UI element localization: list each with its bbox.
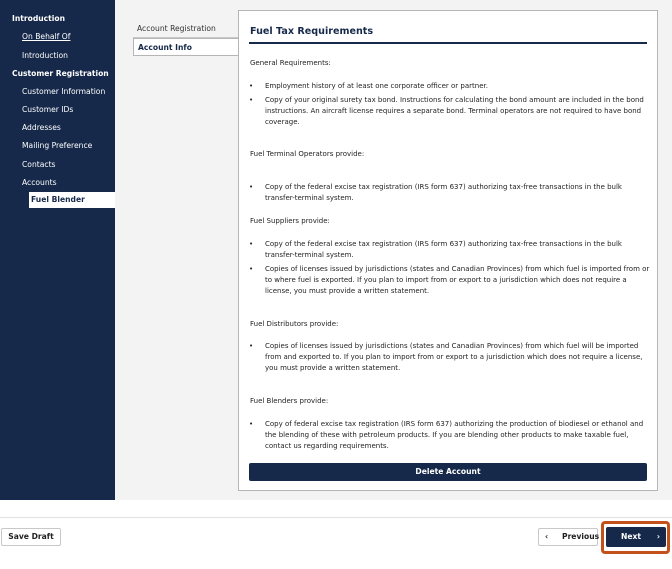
list-item: • Copy of the federal excise tax registration (IRS form 637) authorizing tax-free transactions in the bulk transfer-terminal system. bbox=[256, 182, 650, 204]
suppliers-heading: Fuel Suppliers provide: bbox=[250, 217, 330, 225]
sidebar-item-mailing-preference[interactable]: Mailing Preference bbox=[22, 141, 93, 150]
list-item: • Copies of licenses issued by jurisdictions (states and Canadian Provinces) from which fuel is imported from or to where fuel is exported. If you plan to import from or export to a jurisdiction which does not require a license, you must provide a written statement. bbox=[256, 264, 650, 297]
list-item: • Copies of licenses issued by jurisdictions (states and Canadian Provinces) from which fuel will be imported from and exported to. If you plan to import from or export to a jurisdiction which does not require a license, you must provide a written statement. bbox=[256, 341, 650, 374]
sidebar-item-fuel-blender[interactable]: Fuel Blender bbox=[29, 192, 115, 208]
list-item: • Copy of federal excise tax registration (IRS form 637) authorizing the production of biodiesel or ethanol and the blending of these with petroleum products. If you are blending other products to make taxable fuel, contact us regarding requirements. bbox=[256, 419, 650, 452]
sidebar-section-introduction[interactable]: Introduction bbox=[12, 14, 66, 23]
tab-account-registration[interactable]: Account Registration bbox=[133, 20, 238, 38]
tab-account-info[interactable]: Account Info bbox=[133, 38, 238, 56]
sidebar-item-customer-information[interactable]: Customer Information bbox=[22, 87, 106, 96]
previous-button-label: Previous bbox=[562, 532, 600, 541]
next-button[interactable] bbox=[606, 527, 666, 547]
blenders-heading: Fuel Blenders provide: bbox=[250, 397, 329, 405]
sidebar-item-accounts[interactable]: Accounts bbox=[22, 178, 57, 187]
previous-button[interactable] bbox=[538, 528, 598, 546]
list-item: • Copy of the federal excise tax registration (IRS form 637) authorizing tax-free transactions in the bulk transfer-terminal system. bbox=[256, 239, 650, 261]
sidebar-item-customer-ids[interactable]: Customer IDs bbox=[22, 105, 74, 114]
sidebar-item-introduction[interactable]: Introduction bbox=[22, 51, 68, 60]
sidebar bbox=[0, 0, 115, 500]
delete-account-button[interactable]: Delete Account bbox=[249, 463, 647, 481]
terminal-operators-heading: Fuel Terminal Operators provide: bbox=[250, 150, 365, 158]
chevron-left-icon: ‹ bbox=[545, 532, 549, 541]
chevron-right-icon: › bbox=[656, 532, 660, 541]
sidebar-item-addresses[interactable]: Addresses bbox=[22, 123, 61, 132]
sidebar-item-on-behalf-of[interactable]: On Behalf Of bbox=[22, 32, 71, 41]
next-button-label: Next bbox=[621, 532, 642, 541]
title-divider bbox=[249, 42, 647, 44]
general-requirements-heading: General Requirements: bbox=[250, 59, 331, 67]
footer-bar bbox=[0, 517, 672, 569]
sidebar-item-contacts[interactable]: Contacts bbox=[22, 160, 56, 169]
panel-title: Fuel Tax Requirements bbox=[250, 26, 374, 37]
fuel-tax-requirements-panel bbox=[238, 10, 658, 491]
list-item: • Copy of your original surety tax bond. Instructions for calculating the bond amount are included in the bond instructions. An aircraft license requires a separate bond. Terminal operators are not required to have bond coverage. bbox=[256, 95, 650, 128]
account-tabs bbox=[133, 10, 238, 54]
distributors-heading: Fuel Distributors provide: bbox=[250, 320, 339, 328]
save-draft-button[interactable]: Save Draft bbox=[1, 528, 61, 546]
list-item: • Employment history of at least one corporate officer or partner. bbox=[256, 81, 650, 92]
sidebar-section-customer-registration[interactable]: Customer Registration bbox=[12, 69, 109, 78]
